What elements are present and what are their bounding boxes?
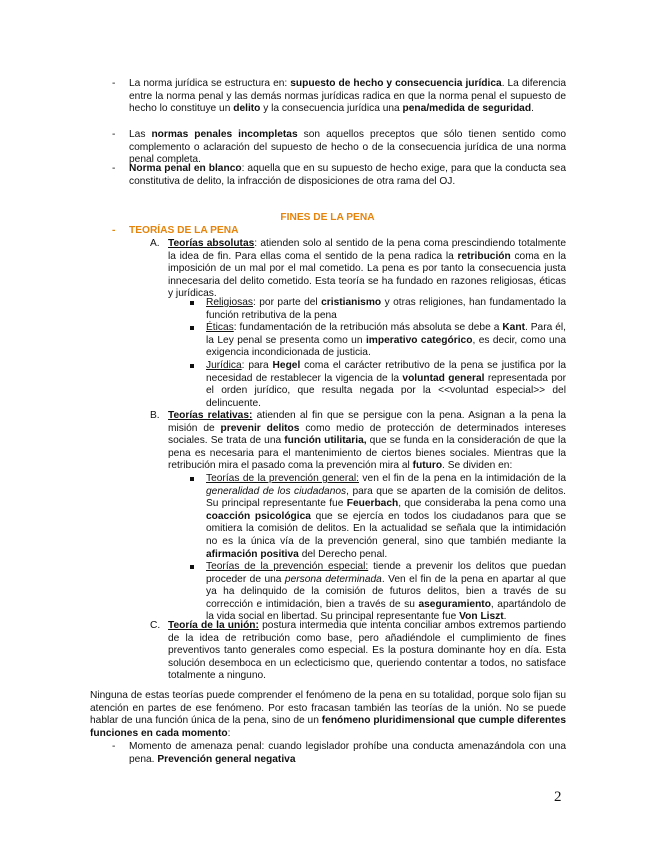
bullet-dash: - bbox=[112, 741, 116, 752]
intro-bullet-3: Norma penal en blanco: aquella que en su supuesto de hecho exige, para que la conducta sea constitutiva de delito, la infracción de disposiciones de otra rama del OJ. bbox=[129, 163, 567, 187]
bullet-dash: - bbox=[112, 78, 116, 89]
theory-absolute: Teorías absolutas: atienden solo al sentido de la pena coma prescindiendo totalmente la idea de fin. Para ellas coma el sentido de la pena radica la retribución coma en la imposición de un mal por el mal cometido. La pena es por tanto la consecuencia justa innecesaria del delito cometido. Esta teoría se ha fundado en razones religiosas, éticas y jurídicas. bbox=[168, 238, 567, 300]
square-bullet bbox=[190, 477, 194, 481]
theory-general-prevention: Teorías de la prevención general: ven el fin de la pena en la intimidación de la generalidad de los ciudadanos, para que se aparten de la comisión de delitos. Su principal representante fue Feuerbach, que consideraba la pena como una coacción psicológica que se ejercía en todos los ciudadanos para que se omitiera la comisión de delitos. En la actualidad se señala que la intimidación no es la única vía de la prevención general, sino que también mediante la afirmación positiva del Derecho penal. bbox=[206, 473, 567, 560]
theory-absolute-juridica: Jurídica: para Hegel coma el carácter retributivo de la pena se justifica por la necesidad de restablecer la vigencia de la voluntad general representada por el orden jurídico, que resulta negada por la <<voluntad especial>> del delincuente. bbox=[206, 360, 567, 409]
intro-bullet-1: La norma jurídica se estructura en: supuesto de hecho y consecuencia jurídica. La diferencia entre la norma penal y las demás normas jurídicas radica en que la norma penal el supuesto de hecho lo constituye un delito y la consecuencia jurídica una pena/medida de seguridad. bbox=[129, 78, 567, 115]
final-bullet: Momento de amenaza penal: cuando legislador prohíbe una conducta amenazándola con una pena. Prevención general negativa bbox=[129, 741, 566, 765]
list-label-b: B. bbox=[150, 410, 160, 421]
theory-union: Teoría de la unión: postura intermedia que intenta conciliar ambos extremos partiendo de la idea de retribución como base, pero añadiéndole el cumplimiento de fines preventivos tanto generales como especial. Es la postura dominante hoy en día. Esta solución desemboca en un eclecticismo que, queriendo contentar a todos, no satisface totalmente a ninguno. bbox=[168, 620, 567, 682]
list-label-c: C. bbox=[150, 620, 161, 631]
section-title: FINES DE LA PENA bbox=[280, 212, 375, 223]
square-bullet bbox=[190, 301, 194, 305]
page-number: 2 bbox=[554, 789, 562, 805]
conclusion-paragraph: Ninguna de estas teorías puede comprender el fenómeno de la pena en su totalidad, porque solo fijan su atención en partes de ese fenómeno. Por esto fracasan también las teorías de la unión. No se puede hablar de una función única de la pena, sino de un fenómeno pluridimensional que cumple diferentes funciones en cada momento: bbox=[90, 690, 566, 739]
square-bullet bbox=[190, 565, 194, 569]
theory-absolute-religiosas: Religiosas: por parte del cristianismo y otras religiones, han fundamentado la función retributiva de la pena bbox=[206, 297, 566, 321]
theory-relative: Teorías relativas: atienden al fin que se persigue con la pena. Asignan a la pena la misión de prevenir delitos como medio de protección de determinados intereses sociales. Se trata de una función utilitaria, que se funda en la consideración de que la pena es necesaria para el mantenimiento de ciertos bienes sociales. Mientras que la retribución mira el pasado coma la prevención mira al futuro. Se dividen en: bbox=[168, 410, 566, 472]
square-bullet bbox=[190, 364, 194, 368]
subsection-title: TEORÍAS DE LA PENA bbox=[129, 225, 239, 236]
square-bullet bbox=[190, 326, 194, 330]
list-label-a: A. bbox=[150, 238, 160, 249]
theory-absolute-eticas: Éticas: fundamentación de la retribución más absoluta se debe a Kant. Para él, la Ley penal se presenta como un imperativo categórico, es decir, como una exigencia incondicionada de justicia. bbox=[206, 322, 567, 359]
intro-bullet-2: Las normas penales incompletas son aquellos preceptos que sólo tienen sentido como complemento o aclaración del supuesto de hecho o de la consecuencia jurídica de una norma penal completa. bbox=[129, 129, 566, 166]
bullet-dash: - bbox=[112, 225, 116, 236]
theory-special-prevention: Teorías de la prevención especial: tiende a prevenir los delitos que puedan proceder de una persona determinada. Ven el fin de la pena en apartar al que ya ha delinquido de la comisión de futuros delitos, bien a través de su corrección e intimidación, bien a través de su aseguramiento, apartándolo de la vida social en libertad. Su principal representante fue Von Liszt. bbox=[206, 561, 566, 623]
bullet-dash: - bbox=[112, 129, 116, 140]
bullet-dash: - bbox=[112, 163, 116, 174]
